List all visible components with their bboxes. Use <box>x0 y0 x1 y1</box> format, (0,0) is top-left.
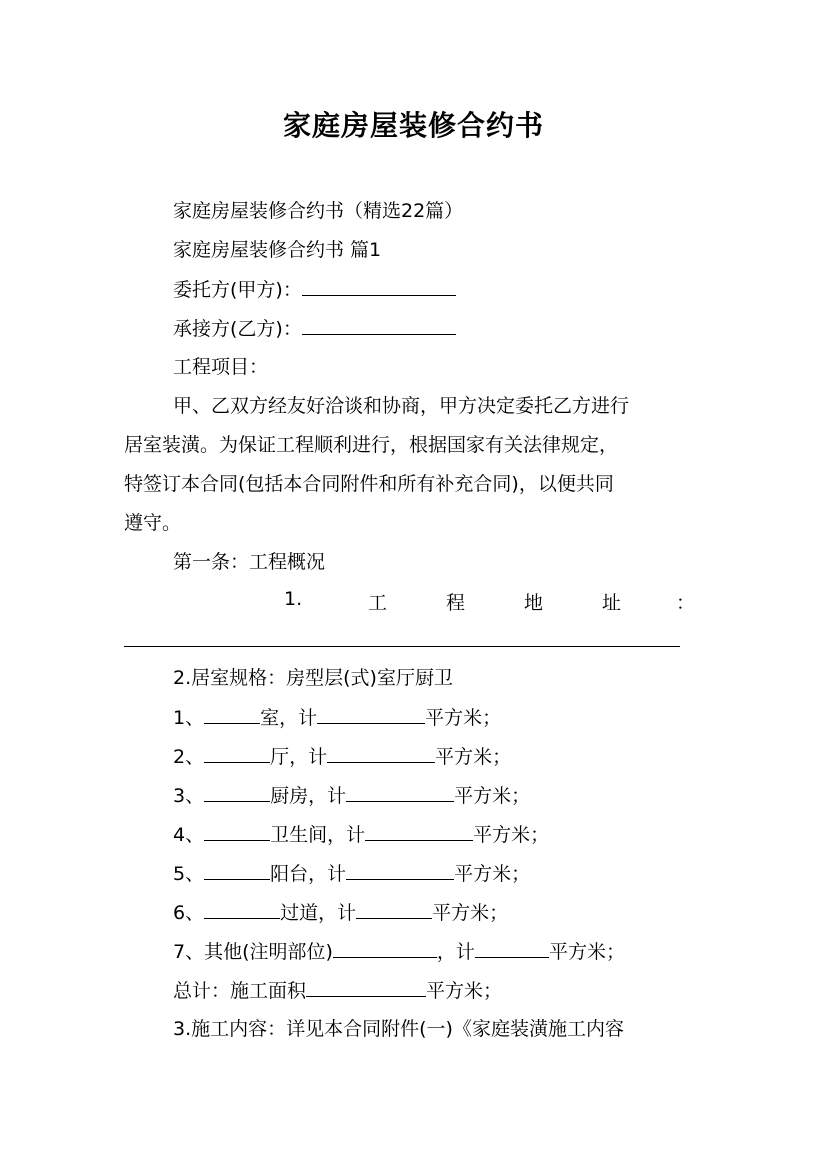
count-blank <box>204 744 270 763</box>
address-char: 工 <box>368 592 388 614</box>
party-a-line <box>173 277 456 302</box>
item-number: 1、 <box>173 707 205 729</box>
party-b-blank <box>302 316 456 335</box>
unit-label: 平方米； <box>432 902 509 924</box>
paragraph-line: 居室装潢。为保证工程顺利进行，根据国家有关法律规定， <box>124 434 619 456</box>
address-char: 程 <box>446 592 466 614</box>
content-line: 3.施工内容：详见本合同附件(一)《家庭装潢施工内容 <box>173 1018 624 1040</box>
address-line <box>124 588 698 612</box>
item-label: 卫生间，计 <box>270 824 366 846</box>
total-blank <box>306 978 426 997</box>
item-number: 4、 <box>173 824 205 846</box>
unit-label: 平方米； <box>473 824 550 846</box>
room-item <box>173 822 549 847</box>
room-item <box>173 939 625 964</box>
room-item <box>173 705 501 730</box>
address-colon: ： <box>676 592 696 614</box>
item-label: 过道，计 <box>280 902 357 924</box>
area-blank <box>317 705 425 724</box>
party-b-line <box>173 316 456 341</box>
paragraph-line: 特签订本合同(包括本合同附件和所有补充合同)，以便共同 <box>124 473 614 495</box>
item-number: 6、 <box>173 902 205 924</box>
project-label: 工程项目： <box>173 356 269 378</box>
total-line <box>173 978 502 1003</box>
count-blank <box>204 822 270 841</box>
party-a-blank <box>302 277 456 296</box>
item-label: 厨房，计 <box>270 785 347 807</box>
address-char: 址 <box>602 592 622 614</box>
item-label: 厅，计 <box>270 746 328 768</box>
address-number: 1. <box>284 588 303 610</box>
area-blank <box>346 861 454 880</box>
party-b-label: 承接方(乙方)： <box>173 318 302 340</box>
area-blank <box>346 783 454 802</box>
item-number: 3、 <box>173 785 205 807</box>
count-blank <box>204 705 260 724</box>
document-title: 家庭房屋装修合约书 <box>282 109 544 142</box>
unit-label: 平方米； <box>426 980 503 1002</box>
unit-label: 平方米； <box>435 746 512 768</box>
room-spec-line: 2.居室规格：房型层(式)室厅厨卫 <box>173 667 453 689</box>
paragraph-line: 甲、乙双方经友好洽谈和协商，甲方决定委托乙方进行 <box>173 395 630 417</box>
item-number: 2、 <box>173 746 205 768</box>
total-label: 总计：施工面积 <box>173 980 307 1002</box>
room-item <box>173 900 508 925</box>
address-blank <box>124 646 680 647</box>
part-blank <box>333 939 437 958</box>
area-blank <box>365 822 473 841</box>
room-item <box>173 744 511 769</box>
paragraph-line: 遵守。 <box>124 512 182 534</box>
room-item <box>173 861 530 886</box>
section-heading: 第一条：工程概况 <box>173 551 326 573</box>
item-label: ，计 <box>436 941 475 963</box>
area-blank <box>327 744 435 763</box>
item-number: 5、 <box>173 863 205 885</box>
item-label: 室，计 <box>260 707 318 729</box>
room-item <box>173 783 530 808</box>
party-a-label: 委托方(甲方)： <box>173 279 302 301</box>
chapter-line: 家庭房屋装修合约书 篇1 <box>173 239 382 261</box>
unit-label: 平方米； <box>454 863 531 885</box>
address-char: 地 <box>524 592 544 614</box>
area-blank <box>356 900 432 919</box>
count-blank <box>204 783 270 802</box>
count-blank <box>204 900 280 919</box>
area-blank <box>475 939 549 958</box>
count-blank <box>204 861 270 880</box>
unit-label: 平方米； <box>548 941 625 963</box>
unit-label: 平方米； <box>425 707 502 729</box>
subtitle-line: 家庭房屋装修合约书（精选22篇） <box>173 200 464 222</box>
unit-label: 平方米； <box>454 785 531 807</box>
item-label: 阳台，计 <box>270 863 347 885</box>
item-label: 7、其他(注明部位) <box>173 941 333 963</box>
